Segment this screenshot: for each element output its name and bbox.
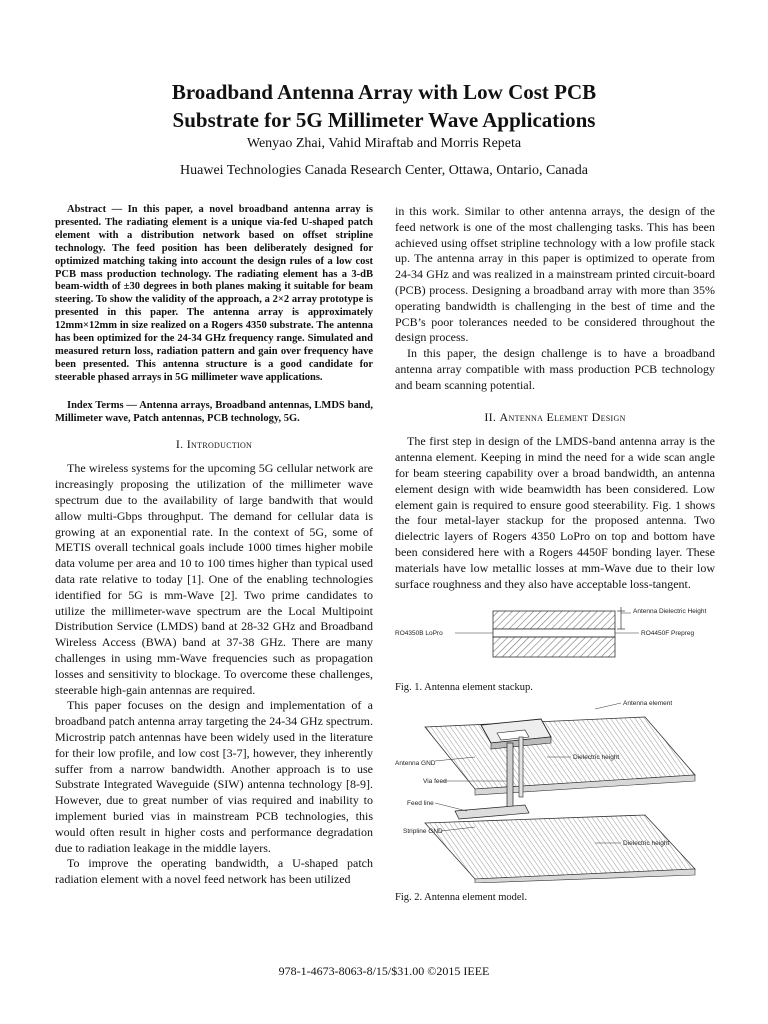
prepreg-layer — [493, 629, 615, 637]
stackup-diagram — [395, 601, 715, 673]
index-terms: Index Terms — Antenna arrays, Broadband antennas, LMDS band, Millimeter wave, Patch antennas, PCB technology, 5G. — [55, 399, 373, 424]
left-column — [55, 204, 373, 888]
label-via-feed: Via feed — [423, 778, 447, 786]
via-feed — [507, 743, 513, 813]
label-feed-line: Feed line — [407, 800, 434, 808]
right-column — [395, 204, 715, 904]
authors: Wenyao Zhai, Vahid Miraftab and Morris Repeta — [246, 136, 522, 151]
intro-paragraph: To improve the operating bandwidth, a U-shaped patch radiation element with a novel feed network has been utilized — [55, 856, 373, 887]
abstract: Abstract — In this paper, a novel broadband antenna array is presented. The radiating element is a unique via-fed U-shaped patch element with a distribution network based on offset stripline technology. The feed position has been deliberately designed for optimized matching taking into account the design rules of a low cost PCB mass production technology. The radiating element has a 3-dB beam-width of ±30 degrees in both planes making it suitable for beam steering. To show the validity of the approach, a 2×2 array prototype is presented in this paper. The antenna array is approximately 12mm×12mm in size realized on a Rogers 4350 substrate. The antenna has been optimized for the 24-34 GHz frequency range. Simulated and measured return loss, radiation pattern and gain over frequency have been presented. This antenna structure is a good candidate for steerable phased arrays in 5G millimeter wave applications. — [55, 204, 373, 383]
antenna-model-diagram — [395, 697, 715, 883]
section-number: II. — [484, 409, 497, 424]
intro-continued-paragraph: in this work. Similar to other antenna arrays, the design of the feed network is one of the most challenging tasks. This has been achieved using offset stripline technology with a low profile stack up. The antenna array in this paper is optimized to operate from 24-34 GHz and was realized in a mainstream printed circuit-board (PCB) process. Designing a broadband array with more than 35% operating bandwidth is challenging in the best of time and the PCB’s poor tolerances needed to be considered throughout the design process. — [395, 204, 715, 345]
section-title: Antenna Element Design — [499, 409, 626, 424]
design-paragraph: The first step in design of the LMDS-band antenna array is the antenna element. Keeping in mind the need for a wide scan angle for beam steering capability over a broad bandwidth, an antenna element design with wide beamwidth has been considered. Low element gain is required to ensure good steerability. Fig. 1 shows the four metal-layer stackup for the proposed antenna. Two dielectric layers of Rogers 4350 LoPro on top and bottom have been considered here with a Rogers 4450F bonding layer. These materials have low metallic losses at mm-Wave due to their low surface roughness and they also have acceptable loss-tangent. — [395, 434, 715, 591]
section-heading-antenna-element-design — [395, 410, 715, 426]
label-lopro: RO4350B LoPro — [395, 630, 443, 638]
label-antenna-gnd: Antenna GND — [395, 760, 436, 768]
figure-1-caption: Fig. 1. Antenna element stackup. — [395, 682, 533, 694]
label-antenna-element: Antenna element — [623, 700, 673, 708]
intro-paragraph: In this paper, the design challenge is to have a broadband antenna array compatible with mass production PCB technology and beam scanning potential. — [395, 346, 715, 392]
label-dielectric-height: Antenna Dielectric Height — [633, 608, 707, 616]
figure-2 — [395, 697, 715, 904]
paper-title — [60, 78, 708, 134]
label-dielectric-height-1: Dielectric height — [573, 754, 620, 762]
figure-1 — [395, 601, 715, 693]
title-line-1: Broadband Antenna Array with Low Cost PCB — [171, 80, 597, 104]
figure-2-caption: Fig. 2. Antenna element model. — [395, 892, 528, 904]
intro-paragraph: This paper focuses on the design and implementation of a broadband patch antenna array targeting the 24-34 GHz spectrum. Microstrip patch antennas have been widely used in the literature for their low profile, and low cost [3-7], however, they inherently suffer from a narrow bandwidth. Another approach is to use Substrate Integrated Waveguide (SIW) antenna technology [8-9]. However, due to great number of vias required and inability to implement buried vias in mainstream PCB technologies, this would often result in higher costs and performance degradation due to radiation leakage in the middle layers. — [55, 698, 373, 855]
label-stripline-gnd: Stripline GND — [403, 828, 443, 836]
stripline-gnd-plane — [425, 815, 695, 879]
affiliation: Huawei Technologies Canada Research Center, Ottawa, Ontario, Canada — [180, 163, 588, 178]
section-number: I. — [175, 436, 184, 451]
dielectric-layer-bottom — [493, 637, 615, 657]
dielectric-layer-top — [493, 611, 615, 629]
feed-line — [455, 805, 529, 819]
intro-paragraph: The wireless systems for the upcoming 5G cellular network are increasingly proposing the utilization of the millimeter wave spectrum due to the availability of large bandwith that would allow multi-Gbps throughput. The demand for cellular data is growing at an exponential rate. In the context of 5G, some of METIS overall technical goals include 1000 times higher mobile data volume per area and 10 to 100 times higher than typical used data rate relative to today [1]. One of the enabling technologies identified for 5G is mm-Wave [2]. Two prime candidates to utilize the millimeter-wave spectrum are the Local Multipoint Distribution Service (LMDS) band at 28-32 GHz and Broadband Wireless Access (BWA) band at 37-38 GHz. There are many challenges in using mm-Wave frequencies such as propagation losses and sensitivity to blockage. To overcome these challenges, steerable high-gain antennas are required. — [55, 461, 373, 697]
copyright-footer: 978-1-4673-8063-8/15/$31.00 ©2015 IEEE — [278, 964, 490, 978]
title-line-2: Substrate for 5G Millimeter Wave Applications — [172, 108, 596, 132]
label-dielectric-height-2: Dielectric height — [623, 840, 670, 848]
section-title: Introduction — [186, 436, 253, 451]
label-prepreg: RO4450F Prepreg — [641, 630, 695, 638]
section-heading-introduction — [55, 437, 373, 453]
